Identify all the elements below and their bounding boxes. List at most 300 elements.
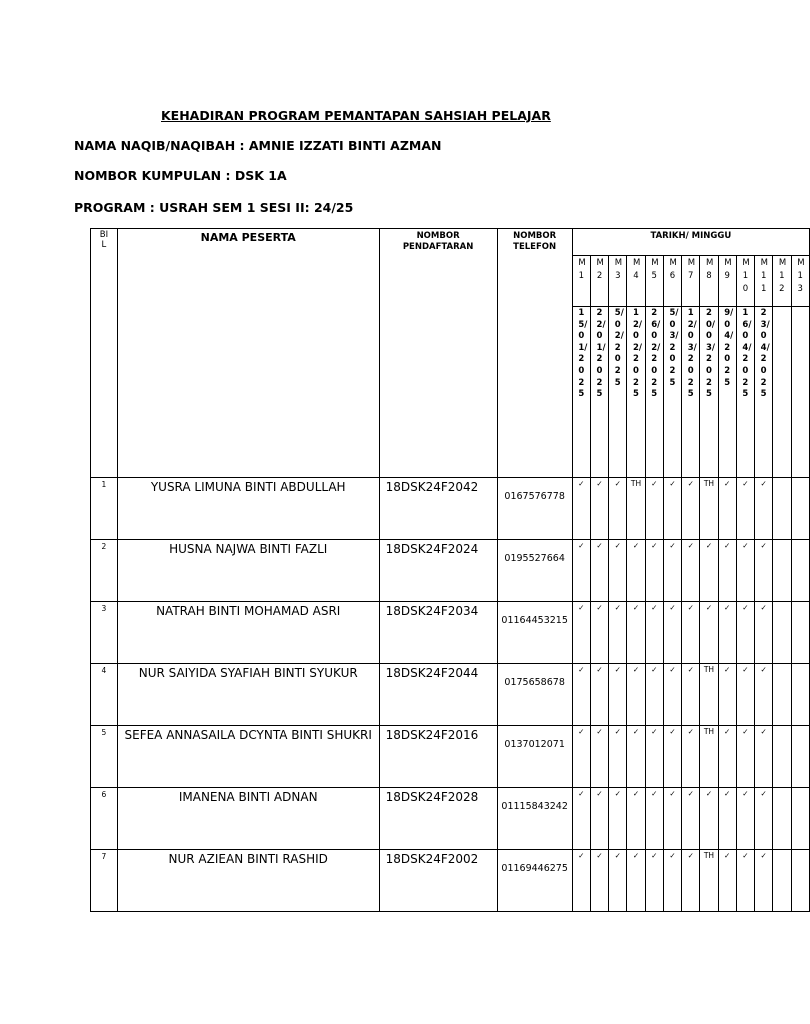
date-label: 12/02/2025 (633, 308, 643, 400)
attendance-mark-cell (645, 726, 663, 788)
date-header-cell (700, 307, 718, 478)
week-header-cell (718, 256, 736, 307)
attendance-mark: ✓ (760, 665, 767, 674)
registration-number: 18DSK24F2002 (385, 852, 479, 866)
date-label: 9/04/2025 (724, 308, 734, 388)
participant-name: HUSNA NAJWA BINTI FAZLI (169, 542, 328, 556)
attendance-mark-cell (773, 602, 791, 664)
week-header-cell (682, 256, 700, 307)
week-header-cell (736, 256, 754, 307)
week-label: M7 (687, 258, 696, 281)
attendance-mark: ✓ (614, 603, 621, 612)
attendance-mark-cell (700, 788, 718, 850)
attendance-mark-cell (755, 726, 773, 788)
date-header-cell (572, 307, 590, 478)
attendance-mark-cell (572, 602, 590, 664)
attendance-mark-cell (736, 850, 754, 912)
attendance-mark-cell (627, 726, 645, 788)
participant-name: SEFEA ANNASAILA DCYNTA BINTI SHUKRI (124, 728, 372, 742)
attendance-mark (792, 726, 809, 727)
week-header-cell (609, 256, 627, 307)
attendance-mark: ✓ (632, 789, 640, 798)
attendance-mark-cell (755, 540, 773, 602)
row-number-cell (91, 664, 118, 726)
attendance-mark: TH (703, 851, 715, 860)
attendance-mark: ✓ (669, 789, 676, 798)
attendance-mark-cell (791, 850, 809, 912)
participant-name-cell (117, 788, 379, 850)
attendance-mark-cell (663, 664, 681, 726)
attendance-mark: ✓ (632, 851, 640, 860)
header-reg: NOMBOR PENDAFTARAN (379, 229, 497, 478)
week-label: M6 (669, 258, 677, 281)
attendance-mark-cell (590, 850, 608, 912)
attendance-mark-cell (609, 602, 627, 664)
attendance-mark: ✓ (669, 665, 676, 674)
attendance-mark-cell (627, 850, 645, 912)
table-row (91, 602, 810, 664)
participant-name-cell (117, 540, 379, 602)
attendance-mark: ✓ (760, 727, 767, 736)
registration-number-cell (379, 540, 497, 602)
attendance-mark-cell (590, 726, 608, 788)
week-header-cell (755, 256, 773, 307)
attendance-mark: ✓ (614, 665, 621, 674)
week-label: M5 (651, 258, 659, 281)
attendance-mark: ✓ (724, 851, 731, 860)
attendance-mark: ✓ (724, 665, 731, 674)
attendance-mark-cell (718, 478, 736, 540)
attendance-mark-cell (590, 602, 608, 664)
attendance-mark: ✓ (669, 727, 676, 736)
row-number: 3 (101, 604, 107, 613)
attendance-mark-cell (645, 602, 663, 664)
week-label: M4 (633, 258, 641, 281)
phone-number-cell (497, 726, 572, 788)
row-number-cell (91, 726, 118, 788)
attendance-mark-cell (682, 664, 700, 726)
week-label: M8 (705, 258, 714, 281)
attendance-mark-cell (700, 602, 718, 664)
table-row (91, 726, 810, 788)
attendance-mark (773, 850, 790, 851)
date-header-cell (773, 307, 791, 478)
row-number: 2 (101, 542, 107, 551)
attendance-mark-cell (773, 540, 791, 602)
phone-number: 01169446275 (501, 863, 568, 874)
participant-name-cell (117, 664, 379, 726)
date-label: 15/01/2025 (578, 308, 588, 400)
attendance-mark-cell (590, 664, 608, 726)
attendance-mark-cell (682, 850, 700, 912)
participant-name-cell (117, 850, 379, 912)
attendance-mark: ✓ (596, 789, 603, 798)
attendance-mark: ✓ (578, 727, 585, 736)
attendance-mark: ✓ (578, 789, 585, 798)
attendance-mark-cell (645, 540, 663, 602)
attendance-mark: ✓ (614, 851, 621, 860)
week-header-cell (572, 256, 590, 307)
attendance-mark-cell (718, 664, 736, 726)
attendance-mark: ✓ (742, 541, 749, 550)
attendance-mark-cell (627, 788, 645, 850)
attendance-mark-cell (736, 602, 754, 664)
row-number-cell (91, 540, 118, 602)
attendance-mark: ✓ (669, 603, 676, 612)
week-label: M11 (760, 258, 768, 294)
date-label: 26/02/2025 (651, 308, 661, 400)
attendance-mark: ✓ (651, 603, 658, 612)
participant-name-cell (117, 726, 379, 788)
attendance-mark-cell (736, 664, 754, 726)
attendance-mark-cell (755, 788, 773, 850)
attendance-mark (792, 850, 809, 851)
attendance-mark: ✓ (632, 541, 640, 550)
attendance-mark: ✓ (687, 851, 694, 860)
row-number: 7 (101, 852, 107, 861)
row-number: 6 (101, 790, 107, 799)
registration-number: 18DSK24F2042 (385, 480, 479, 494)
attendance-mark: TH (703, 727, 715, 736)
attendance-mark-cell (572, 478, 590, 540)
table-row (91, 478, 810, 540)
registration-number: 18DSK24F2028 (385, 790, 479, 804)
attendance-mark: ✓ (651, 541, 658, 550)
attendance-mark: ✓ (742, 727, 749, 736)
row-number-cell (91, 788, 118, 850)
attendance-mark: ✓ (724, 789, 731, 798)
attendance-mark-cell (700, 664, 718, 726)
attendance-mark-cell (755, 850, 773, 912)
phone-number-cell (497, 540, 572, 602)
phone-number-cell (497, 850, 572, 912)
attendance-mark: ✓ (760, 851, 767, 860)
date-label: 5/02/2025 (614, 308, 624, 388)
attendance-mark-cell (572, 540, 590, 602)
attendance-mark-cell (645, 664, 663, 726)
phone-number: 01164453215 (501, 615, 568, 626)
header-name: NAMA PESERTA (117, 229, 379, 478)
row-number-cell (91, 478, 118, 540)
attendance-mark: ✓ (742, 479, 749, 488)
attendance-mark-cell (700, 726, 718, 788)
registration-number-cell (379, 726, 497, 788)
date-label (797, 307, 803, 308)
row-number: 5 (101, 728, 107, 737)
attendance-mark-cell (773, 788, 791, 850)
date-label: 23/04/2025 (760, 308, 770, 400)
attendance-mark-cell (718, 850, 736, 912)
phone-number-cell (497, 478, 572, 540)
attendance-mark-cell (572, 850, 590, 912)
attendance-mark: ✓ (742, 603, 749, 612)
attendance-mark-cell (609, 540, 627, 602)
attendance-mark (773, 540, 790, 541)
attendance-mark-cell (663, 726, 681, 788)
attendance-mark: ✓ (596, 851, 603, 860)
attendance-mark (792, 478, 809, 479)
attendance-mark-cell (663, 478, 681, 540)
date-header-cell (645, 307, 663, 478)
attendance-mark (773, 478, 790, 479)
attendance-mark-cell (590, 788, 608, 850)
attendance-mark: ✓ (760, 479, 767, 488)
attendance-mark-cell (736, 788, 754, 850)
attendance-mark: ✓ (687, 727, 694, 736)
attendance-mark-cell (572, 664, 590, 726)
attendance-mark (773, 664, 790, 665)
program-name: PROGRAM : USRAH SEM 1 SESI II: 24/25 (74, 200, 354, 215)
attendance-mark-cell (682, 726, 700, 788)
participant-name: NUR SAIYIDA SYAFIAH BINTI SYUKUR (138, 666, 358, 680)
table-row (91, 540, 810, 602)
attendance-mark (792, 602, 809, 603)
attendance-mark: ✓ (669, 851, 676, 860)
attendance-mark: ✓ (578, 479, 585, 488)
attendance-mark: ✓ (669, 541, 676, 550)
date-label (779, 307, 785, 308)
registration-number-cell (379, 602, 497, 664)
participant-name: NATRAH BINTI MOHAMAD ASRI (156, 604, 341, 618)
attendance-mark: ✓ (578, 665, 585, 674)
attendance-mark: ✓ (760, 541, 767, 550)
attendance-mark-cell (572, 788, 590, 850)
table-row (91, 664, 810, 726)
attendance-mark: ✓ (705, 603, 713, 612)
attendance-mark: ✓ (651, 479, 658, 488)
row-number-cell (91, 850, 118, 912)
week-label: M12 (778, 258, 787, 294)
week-header-cell (700, 256, 718, 307)
attendance-mark-cell (755, 664, 773, 726)
attendance-mark-cell (718, 788, 736, 850)
attendance-mark: ✓ (632, 665, 640, 674)
attendance-mark: ✓ (632, 727, 640, 736)
attendance-mark-cell (736, 540, 754, 602)
registration-number-cell (379, 788, 497, 850)
attendance-mark: ✓ (596, 727, 603, 736)
attendance-mark-cell (718, 602, 736, 664)
attendance-mark-cell (736, 726, 754, 788)
attendance-mark-cell (590, 478, 608, 540)
attendance-mark-cell (627, 602, 645, 664)
phone-number-cell (497, 602, 572, 664)
attendance-mark: ✓ (651, 665, 658, 674)
attendance-mark: ✓ (687, 789, 694, 798)
phone-number: 01115843242 (501, 801, 568, 812)
registration-number: 18DSK24F2024 (385, 542, 479, 556)
date-header-cell (627, 307, 645, 478)
attendance-mark: ✓ (596, 541, 603, 550)
attendance-mark: ✓ (760, 603, 767, 612)
attendance-mark: ✓ (578, 541, 585, 550)
attendance-mark-cell (718, 726, 736, 788)
date-label: 20/03/2025 (705, 308, 715, 400)
attendance-mark-cell (609, 726, 627, 788)
attendance-mark-cell (755, 602, 773, 664)
attendance-mark-cell (609, 788, 627, 850)
week-header-cell (663, 256, 681, 307)
attendance-mark: ✓ (614, 479, 621, 488)
attendance-mark: ✓ (687, 665, 694, 674)
attendance-mark: ✓ (724, 479, 731, 488)
attendance-mark: ✓ (651, 789, 658, 798)
registration-number-cell (379, 664, 497, 726)
week-label: M1 (578, 258, 586, 281)
attendance-mark-cell (609, 664, 627, 726)
attendance-mark: ✓ (724, 727, 731, 736)
attendance-mark (773, 602, 790, 603)
attendance-mark-cell (663, 850, 681, 912)
attendance-mark-cell (609, 850, 627, 912)
attendance-mark: ✓ (578, 603, 585, 612)
week-header-cell (791, 256, 809, 307)
attendance-mark (792, 788, 809, 789)
attendance-mark-cell (590, 540, 608, 602)
attendance-table (90, 228, 810, 912)
attendance-mark: ✓ (669, 479, 676, 488)
date-label: 16/04/2025 (742, 308, 752, 400)
attendance-mark-cell (718, 540, 736, 602)
attendance-mark: ✓ (742, 665, 749, 674)
attendance-mark-cell (645, 478, 663, 540)
date-header-cell (736, 307, 754, 478)
row-number-cell (91, 602, 118, 664)
attendance-mark-cell (645, 850, 663, 912)
attendance-mark-cell (791, 540, 809, 602)
phone-number: 0175658678 (504, 677, 565, 688)
date-label: 5/03/2025 (669, 308, 679, 388)
attendance-mark-cell (773, 726, 791, 788)
attendance-mark-cell (682, 478, 700, 540)
phone-number: 0195527664 (504, 553, 565, 564)
week-header-cell (627, 256, 645, 307)
attendance-mark-cell (663, 602, 681, 664)
attendance-mark-cell (682, 540, 700, 602)
attendance-mark-cell (773, 478, 791, 540)
attendance-mark-cell (682, 788, 700, 850)
attendance-mark: ✓ (705, 789, 713, 798)
attendance-mark (773, 726, 790, 727)
attendance-mark: ✓ (742, 789, 749, 798)
attendance-mark: TH (630, 479, 642, 488)
registration-number: 18DSK24F2034 (385, 604, 479, 618)
attendance-mark-cell (773, 850, 791, 912)
date-header-cell (609, 307, 627, 478)
date-header-cell (663, 307, 681, 478)
date-header-cell (791, 307, 809, 478)
attendance-mark: ✓ (596, 479, 603, 488)
attendance-mark-cell (791, 602, 809, 664)
week-label: M9 (724, 258, 732, 281)
date-label: 22/01/2025 (596, 308, 606, 400)
attendance-mark: TH (703, 479, 715, 488)
week-label: M3 (614, 258, 623, 281)
attendance-mark-cell (755, 478, 773, 540)
week-header-cell (645, 256, 663, 307)
attendance-mark: ✓ (724, 603, 731, 612)
row-number: 1 (101, 480, 107, 489)
date-header-cell (590, 307, 608, 478)
attendance-mark-cell (700, 478, 718, 540)
attendance-mark-cell (663, 788, 681, 850)
attendance-mark: ✓ (578, 851, 585, 860)
participant-name-cell (117, 478, 379, 540)
attendance-mark (792, 540, 809, 541)
attendance-mark: ✓ (724, 541, 731, 550)
phone-number: 0137012071 (504, 739, 565, 750)
attendance-mark-cell (609, 478, 627, 540)
registration-number-cell (379, 850, 497, 912)
phone-number-cell (497, 788, 572, 850)
participant-name: IMANENA BINTI ADNAN (178, 790, 318, 804)
attendance-mark-cell (627, 664, 645, 726)
attendance-mark-cell (627, 540, 645, 602)
attendance-mark-cell (663, 540, 681, 602)
date-label: 12/03/2025 (687, 308, 697, 400)
attendance-mark: ✓ (614, 727, 621, 736)
attendance-mark-cell (791, 478, 809, 540)
attendance-mark-cell (645, 788, 663, 850)
phone-number: 0167576778 (504, 491, 565, 502)
registration-number: 18DSK24F2044 (385, 666, 479, 680)
phone-number-cell (497, 664, 572, 726)
week-label: M2 (596, 258, 604, 281)
attendance-mark: ✓ (614, 541, 621, 550)
attendance-mark-cell (682, 602, 700, 664)
row-number: 4 (101, 666, 107, 675)
attendance-mark: ✓ (651, 851, 658, 860)
attendance-mark: ✓ (742, 851, 749, 860)
week-header-cell (773, 256, 791, 307)
attendance-mark: ✓ (687, 479, 694, 488)
header-tarikh: TARIKH/ MINGGU (572, 229, 809, 256)
attendance-mark: ✓ (614, 789, 621, 798)
week-label: M13 (797, 258, 805, 294)
attendance-mark: ✓ (596, 603, 603, 612)
attendance-mark-cell (736, 478, 754, 540)
table-row (91, 850, 810, 912)
participant-name-cell (117, 602, 379, 664)
attendance-mark-cell (773, 664, 791, 726)
attendance-mark: ✓ (651, 727, 658, 736)
week-label: M10 (742, 258, 750, 294)
naqib-name: NAMA NAQIB/NAQIBAH : AMNIE IZZATI BINTI AZMAN (74, 138, 442, 153)
attendance-mark-cell (791, 788, 809, 850)
attendance-mark: ✓ (760, 789, 767, 798)
attendance-mark-cell (627, 478, 645, 540)
attendance-mark: ✓ (596, 665, 603, 674)
attendance-mark: TH (703, 665, 715, 674)
date-header-cell (718, 307, 736, 478)
attendance-mark-cell (791, 664, 809, 726)
registration-number-cell (379, 478, 497, 540)
header-tel: NOMBOR TELEFON (497, 229, 572, 478)
participant-name: YUSRA LIMUNA BINTI ABDULLAH (150, 480, 346, 494)
attendance-mark-cell (700, 850, 718, 912)
date-header-cell (682, 307, 700, 478)
attendance-mark: ✓ (687, 603, 694, 612)
registration-number: 18DSK24F2016 (385, 728, 479, 742)
attendance-mark-cell (700, 540, 718, 602)
attendance-mark: ✓ (687, 541, 694, 550)
group-number: NOMBOR KUMPULAN : DSK 1A (74, 168, 287, 183)
document-title: KEHADIRAN PROGRAM PEMANTAPAN SAHSIAH PELAJAR (161, 108, 551, 123)
table-row (91, 788, 810, 850)
date-header-cell (755, 307, 773, 478)
attendance-mark (792, 664, 809, 665)
attendance-mark-cell (572, 726, 590, 788)
